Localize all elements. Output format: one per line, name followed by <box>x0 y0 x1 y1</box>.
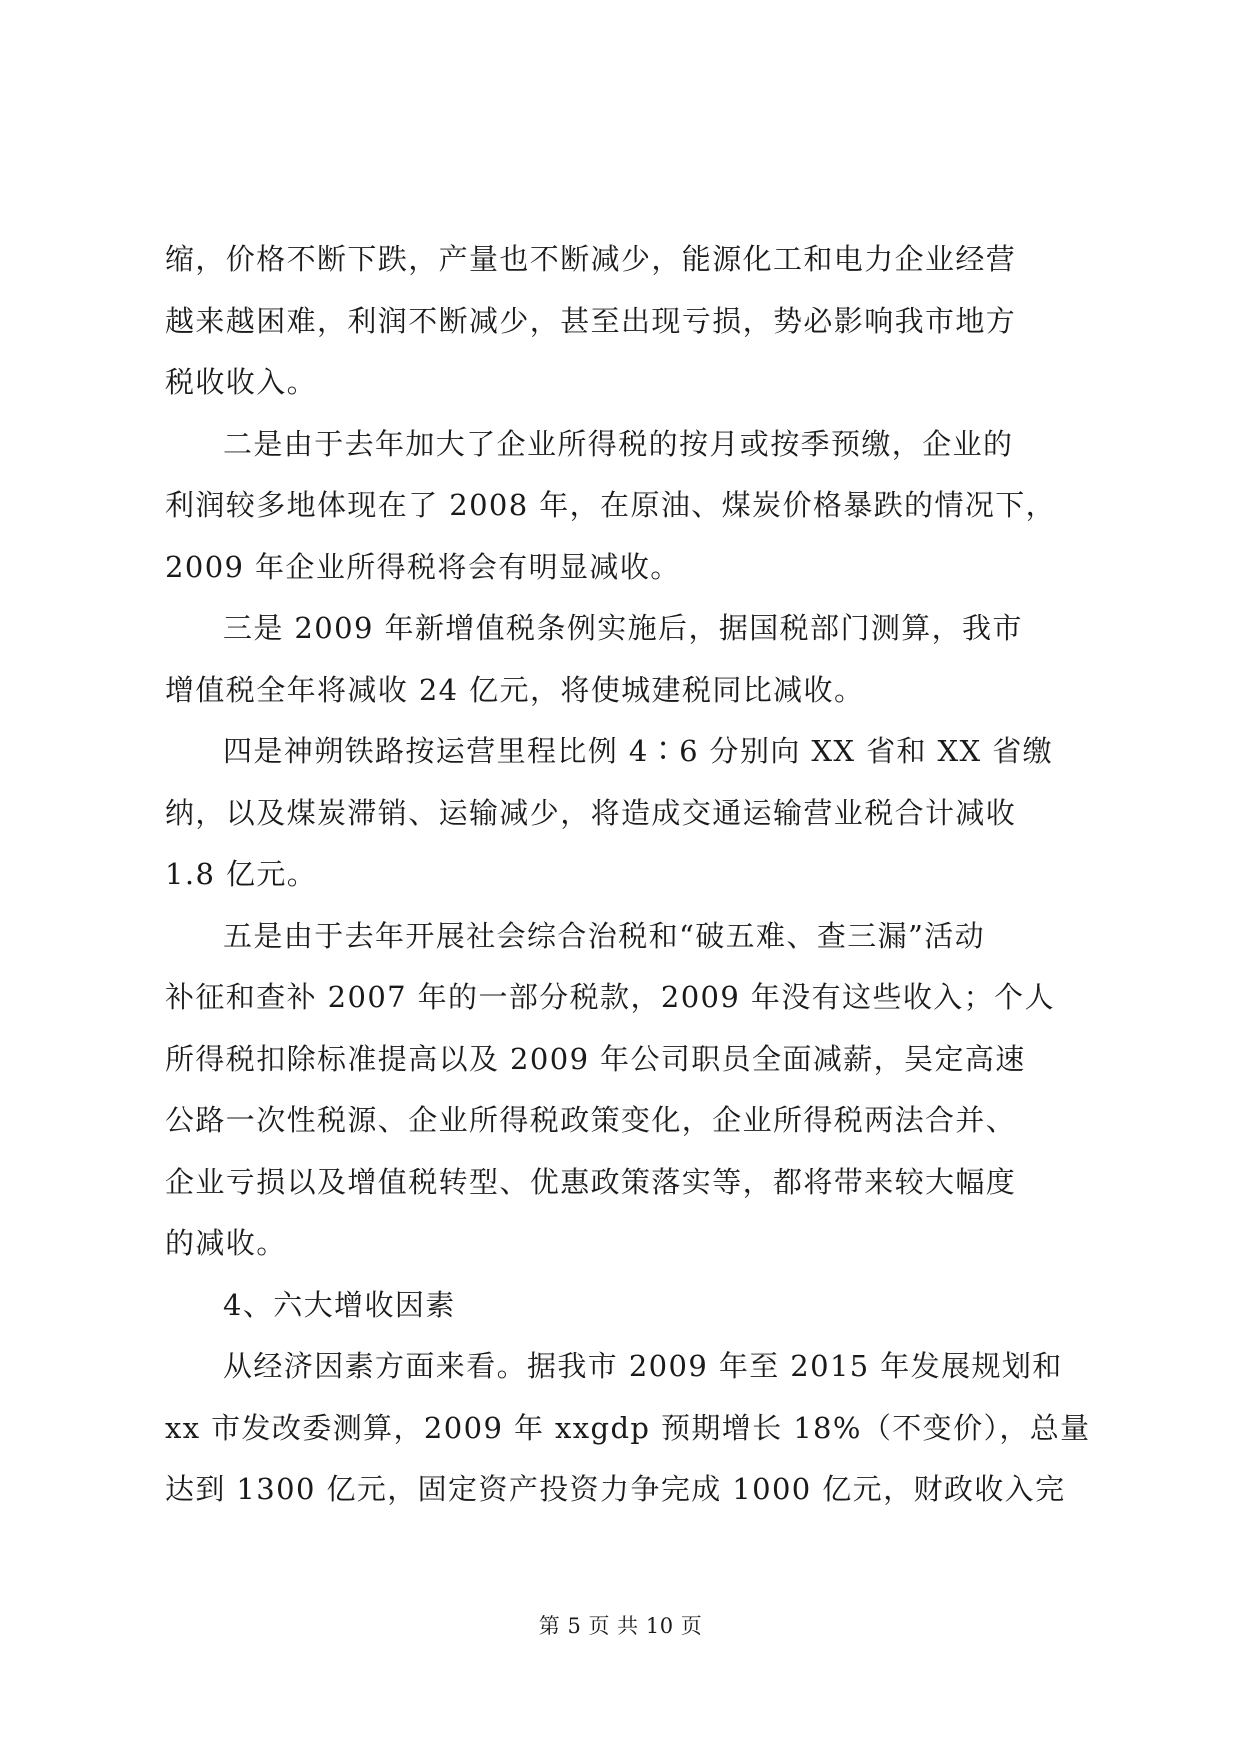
text-line: 公路一次性税源、企业所得税政策变化，企业所得税两法合并、 <box>165 1103 1017 1137</box>
text-line: 补征和查补 2007 年的一部分税款，2009 年没有这些收入；个人 <box>165 980 1055 1014</box>
paragraph-start-line: 从经济因素方面来看。据我市 2009 年至 2015 年发展规划和 <box>223 1349 1063 1383</box>
paragraph-start-line: 三是 2009 年新增值税条例实施后，据国税部门测算，我市 <box>223 611 1023 645</box>
section-heading: 4、六大增收因素 <box>223 1287 456 1322</box>
text-line: 的减收。 <box>165 1226 287 1260</box>
text-line: 增值税全年将减收 24 亿元，将使城建税同比减收。 <box>165 672 865 707</box>
text-line: 2009 年企业所得税将会有明显减收。 <box>165 549 681 584</box>
paragraph-start-line: 五是由于去年开展社会综合治税和“破五难、查三漏”活动 <box>223 918 986 953</box>
text-line: 达到 1300 亿元，固定资产投资力争完成 1000 亿元，财政收入完 <box>165 1472 1066 1506</box>
text-line: 利润较多地体现在了 2008 年，在原油、煤炭价格暴跌的情况下， <box>165 488 1057 522</box>
paragraph-start-line: 四是神朔铁路按运营里程比例 4∶6 分别向 XX 省和 XX 省缴 <box>223 734 1053 768</box>
paragraph-start-line: 二是由于去年加大了企业所得税的按月或按季预缴，企业的 <box>223 426 1014 461</box>
text-line: 税收收入。 <box>165 365 318 399</box>
text-line: 越来越困难，利润不断减少，甚至出现亏损，势必影响我市地方 <box>165 303 1017 338</box>
page-number-footer: 第 5 页 共 10 页 <box>538 1614 703 1638</box>
text-line: 1.8 亿元。 <box>165 857 318 891</box>
text-line: 缩，价格不断下跌，产量也不断减少，能源化工和电力企业经营 <box>165 242 1017 276</box>
text-line: 企业亏损以及增值税转型、优惠政策落实等，都将带来较大幅度 <box>165 1164 1017 1199</box>
document-body <box>165 229 1091 1521</box>
text-line: 纳，以及煤炭滞销、运输减少，将造成交通运输营业税合计减收 <box>165 795 1017 830</box>
text-line: 所得税扣除标准提高以及 2009 年公司职员全面减薪，吴定高速 <box>165 1041 1026 1076</box>
text-line: xx 市发改委测算，2009 年 xxgdp 预期增长 18%（不变价），总量 <box>165 1410 1091 1445</box>
